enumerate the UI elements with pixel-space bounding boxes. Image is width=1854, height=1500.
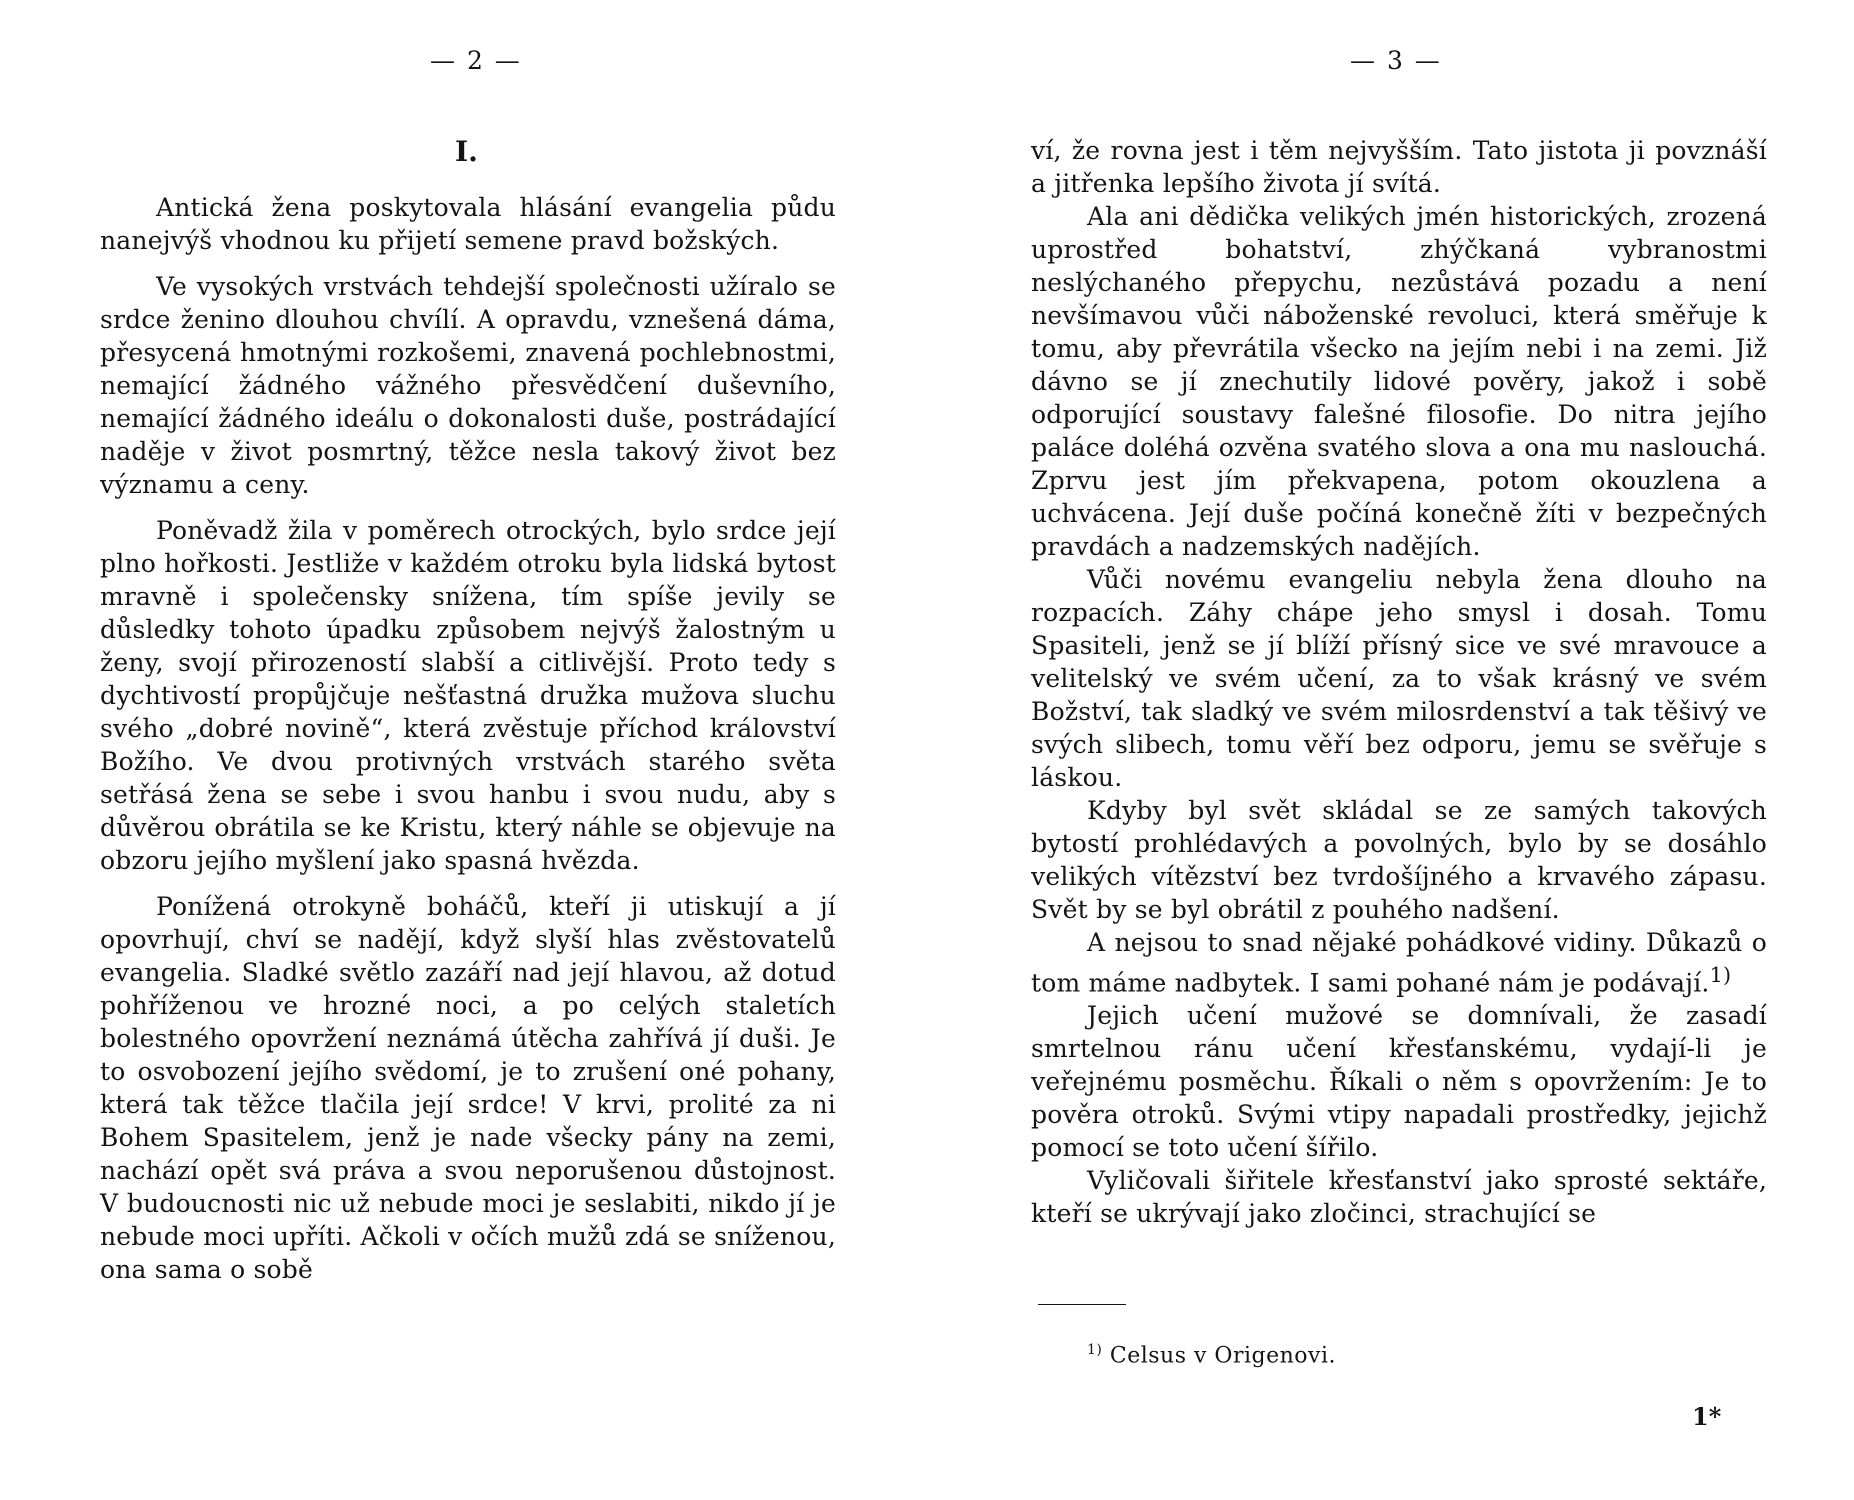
paragraph: Vyličovali šiřitele křesťanství jako sprosté sektáře, kteří se ukrývají jako zločinci, strachující se [1031,1166,1767,1229]
footnote-reference: 1) [1709,963,1732,987]
paragraph: Kdyby byl svět skládal se ze samých takových bytostí prohlédavých a povolných, bylo by se dosáhlo velikých vítězství bez tvrdošíjného a krvavého zápasu. Svět by se byl obrátil z pouhého nadšení. [1031,796,1767,924]
chapter-heading: I. [455,135,478,168]
footnote [1087,1342,1336,1368]
paragraph: Antická žena poskytovala hlásání evangelia půdu nanejvýš vhodnou ku přijetí semene pravd božských. [100,193,836,255]
paragraph: Vůči novému evangeliu nebyla žena dlouho na rozpacích. Záhy chápe jeho smysl i dosah. Tomu Spasiteli, jenž se jí blíží přísný sice ve své mravouce a velitelský ve svém učení, za to však krásný ve svém Božství, tak sladký ve svém milosrdenství a tak těšivý ve svých slibech, tomu věří bez odporu, jemu se svěřuje s láskou. [1031,565,1767,792]
paragraph: Poněvadž žila v poměrech otrockých, bylo srdce její plno hořkosti. Jestliže v každém otroku byla lidská bytost mravně i společensky snížena, tím spíše jevily se důsledky tohoto úpadku způsobem nejvýš žalostným u ženy, svojí přirozeností slabší a citlivější. Proto tedy s dychtivostí propůjčuje nešťastná družka mužova sluchu svého „dobré novině“, která zvěstuje příchod království Božího. Ve dvou protivných vrstvách starého světa setřásá žena se sebe i svou hanbu i svou nudu, aby s důvěrou obrátila se ke Kristu, který náhle se objevuje na obzoru jejího myšlení jako spasná hvězda. [100,516,836,875]
paragraph: Ponížená otrokyně boháčů, kteří ji utiskují a jí opovrhují, chví se nadějí, když slyší hlas zvěstovatelů evangelia. Sladké světlo zazáří nad její hlavou, až dotud pohříženou ve hrozné noci, a po celých staletích bolestného opovržení neznámá útěcha zahřívá jí duši. Je to osvobození jejího svědomí, je to zrušení oné pohany, která tak těžce tlačila její srdce! V krvi, prolité za ni Bohem Spasitelem, jenž je nade všecky pány na zemi, nachází opět svá práva a svou neporušenou důstojnost. V budoucnosti nic už nebude moci je seslabiti, nikdo jí je nebude moci upříti. Ačkoli v očích mužů zdá se sníženou, ona sama o sobě [100,892,836,1284]
paragraph-with-footnote-ref [1031,926,1767,999]
paragraph: Jejich učení mužové se domnívali, že zasadí smrtelnou ránu učení křesťanskému, vydají-li je veřejnému posměchu. Říkali o něm s opovržením: Je to pověra otroků. Svými vtipy napadali prostředky, jejichž pomocí se toto učení šířilo. [1031,1001,1767,1163]
paragraph-continuation: ví, že rovna jest i těm nejvyšším. Tato jistota ji povznáší a jitřenka lepšího života jí svítá. [1031,136,1767,198]
paragraph: Ve vysokých vrstvách tehdejší společnosti užíralo se srdce ženino dlouhou chvílí. A opravdu, vznešená dáma, přesycená hmotnými rozkošemi, znavená pochlebnostmi, nemající žádného vážného přesvědčení duševního, nemající žádného ideálu o dokonalosti duše, postrádající naděje v život posmrtný, těžce nesla takový život bez významu a ceny. [100,272,836,499]
signature-mark: 1* [1692,1402,1722,1431]
left-text-block [100,191,836,1299]
paragraph: Ala ani dědička velikých jmén historických, zrozená uprostřed bohatství, zhýčkaná vybranostmi neslýchaného přepychu, nezůstává pozadu a není nevšímavou vůči náboženské revoluci, která směřuje k tomu, aby převrátila všecko na jejím nebi i na zemi. Již dávno se jí znechutily lidové pověry, jakož i sobě odporující soustavy falešné filosofie. Do nitra jejího paláce doléhá ozvěna svatého slova a ona mu naslouchá. Zprvu jest jím překvapena, potom okouzlena a uchvácena. Její duše počíná konečně žíti v bezpečných pravdách a nadzemských nadějích. [1031,202,1767,561]
footnote-text: Celsus v Origenovi. [1109,1343,1336,1369]
paragraph-text: A nejsou to snad nějaké pohádkové vidiny. Důkazů o tom máme nadbytek. I sami pohané nám je podávají. [1031,928,1767,998]
right-text-block [1031,134,1767,1230]
page-number: — 2 — [430,46,522,75]
right-page [927,0,1854,1500]
footnote-marker: 1) [1087,1342,1103,1358]
page-number: — 3 — [1350,46,1442,75]
footnote-divider [1038,1304,1126,1305]
